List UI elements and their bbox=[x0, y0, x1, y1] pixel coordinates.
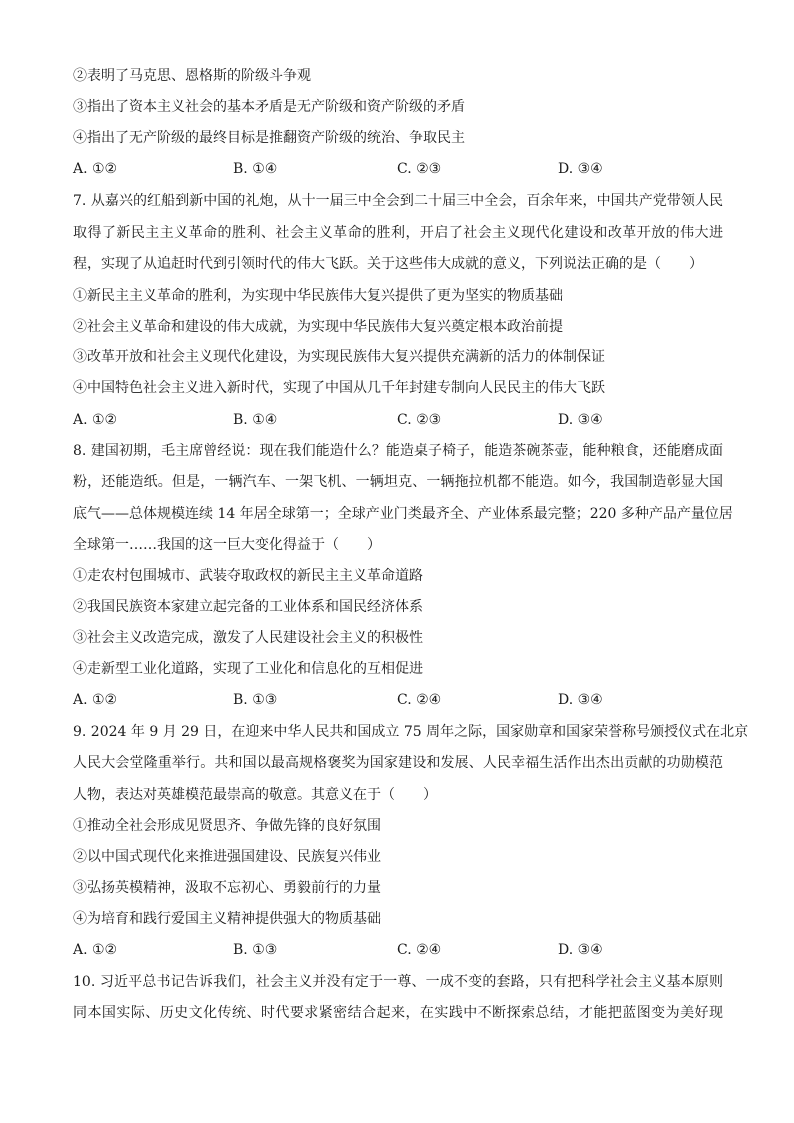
q9-item-2: ②以中国式现代化来推进强国建设、民族复兴伟业 bbox=[73, 849, 381, 865]
q6-option-b: B. ①④ bbox=[233, 161, 278, 177]
q9-option-a: A. ①② bbox=[73, 942, 118, 958]
q7-item-1: ①新民主主义革命的胜利，为实现中华民族伟大复兴提供了更为坚实的物质基础 bbox=[73, 288, 563, 304]
q8-option-a: A. ①② bbox=[73, 692, 118, 708]
q6-option-a: A. ①② bbox=[73, 161, 118, 177]
q6-option-c: C. ②③ bbox=[397, 161, 442, 177]
q8-option-d: D. ③④ bbox=[558, 692, 603, 708]
q9-stem-line-2: 人民大会堂隆重举行。共和国以最高规格褒奖为国家建设和发展、人民幸福生活作出杰出贡献的功勋模范 bbox=[73, 755, 723, 771]
q6-option-d: D. ③④ bbox=[558, 161, 603, 177]
q9-item-1: ①推动全社会形成见贤思齐、争做先锋的良好氛围 bbox=[73, 818, 381, 834]
q7-item-4: ④中国特色社会主义进入新时代，实现了中国从几千年封建专制向人民民主的伟大飞跃 bbox=[73, 380, 605, 396]
q9-option-b: B. ①③ bbox=[233, 942, 278, 958]
q9-stem-line-3: 人物，表达对英雄模范最崇高的敬意。其意义在于（ ） bbox=[73, 787, 437, 803]
q7-stem-line-2: 取得了新民主主义革命的胜利、社会主义革命的胜利，开启了社会主义现代化建设和改革开放的伟大进 bbox=[73, 225, 723, 241]
q7-stem-line-3: 程，实现了从追赶时代到引领时代的伟大飞跃。关于这些伟大成就的意义，下列说法正确的是（ ） bbox=[73, 256, 703, 272]
q9-item-3: ③弘扬英模精神，汲取不忘初心、勇毅前行的力量 bbox=[73, 880, 381, 896]
q8-stem-line-2: 粉，还能造纸。但是，一辆汽车、一架飞机、一辆坦克、一辆拖拉机都不能造。如今，我国制造彰显大国 bbox=[73, 474, 723, 490]
q8-item-1: ①走农村包围城市、武装夺取政权的新民主主义革命道路 bbox=[73, 568, 423, 584]
q8-stem-line-3: 底气——总体规模连续 14 年居全球第一；全球产业门类最齐全、产业体系最完整；220 多种产品产量位居 bbox=[73, 506, 733, 522]
q7-item-2: ②社会主义革命和建设的伟大成就，为实现中华民族伟大复兴奠定根本政治前提 bbox=[73, 319, 563, 335]
q6-item-4: ④指出了无产阶级的最终目标是推翻资产阶级的统治、争取民主 bbox=[73, 130, 465, 146]
q8-item-2: ②我国民族资本家建立起完备的工业体系和国民经济体系 bbox=[73, 599, 423, 615]
q7-stem-line-1: 7. 从嘉兴的红船到新中国的礼炮，从十一届三中全会到二十届三中全会，百余年来，中国共产党带领人民 bbox=[73, 193, 723, 209]
q6-item-2: ②表明了马克思、恩格斯的阶级斗争观 bbox=[73, 68, 311, 84]
q8-option-c: C. ②④ bbox=[397, 692, 442, 708]
q9-item-4: ④为培育和践行爱国主义精神提供强大的物质基础 bbox=[73, 911, 381, 927]
q7-option-d: D. ③④ bbox=[558, 412, 603, 428]
q10-stem-line-2: 同本国实际、历史文化传统、时代要求紧密结合起来，在实践中不断探索总结，才能把蓝图变为美好现 bbox=[73, 1005, 723, 1021]
q9-option-c: C. ②④ bbox=[397, 942, 442, 958]
q8-stem-line-1: 8. 建国初期，毛主席曾经说：现在我们能造什么？能造桌子椅子，能造茶碗茶壶，能种粮食，还能磨成面 bbox=[73, 443, 723, 459]
q6-item-3: ③指出了资本主义社会的基本矛盾是无产阶级和资产阶级的矛盾 bbox=[73, 99, 465, 115]
q10-stem-line-1: 10. 习近平总书记告诉我们，社会主义并没有定于一尊、一成不变的套路，只有把科学社会主义基本原则 bbox=[73, 974, 723, 990]
q9-stem-line-1: 9. 2024 年 9 月 29 日，在迎来中华人民共和国成立 75 周年之际，国家勋章和国家荣誉称号颁授仪式在北京 bbox=[73, 724, 749, 740]
q9-option-d: D. ③④ bbox=[558, 942, 603, 958]
q8-item-3: ③社会主义改造完成，激发了人民建设社会主义的积极性 bbox=[73, 630, 423, 646]
q8-option-b: B. ①③ bbox=[233, 692, 278, 708]
q7-option-b: B. ①④ bbox=[233, 412, 278, 428]
q7-option-a: A. ①② bbox=[73, 412, 118, 428]
q7-item-3: ③改革开放和社会主义现代化建设，为实现民族伟大复兴提供充满新的活力的体制保证 bbox=[73, 349, 605, 365]
q8-stem-line-4: 全球第一……我国的这一巨大变化得益于（ ） bbox=[73, 537, 381, 553]
q7-option-c: C. ②③ bbox=[397, 412, 442, 428]
q8-item-4: ④走新型工业化道路，实现了工业化和信息化的互相促进 bbox=[73, 661, 423, 677]
